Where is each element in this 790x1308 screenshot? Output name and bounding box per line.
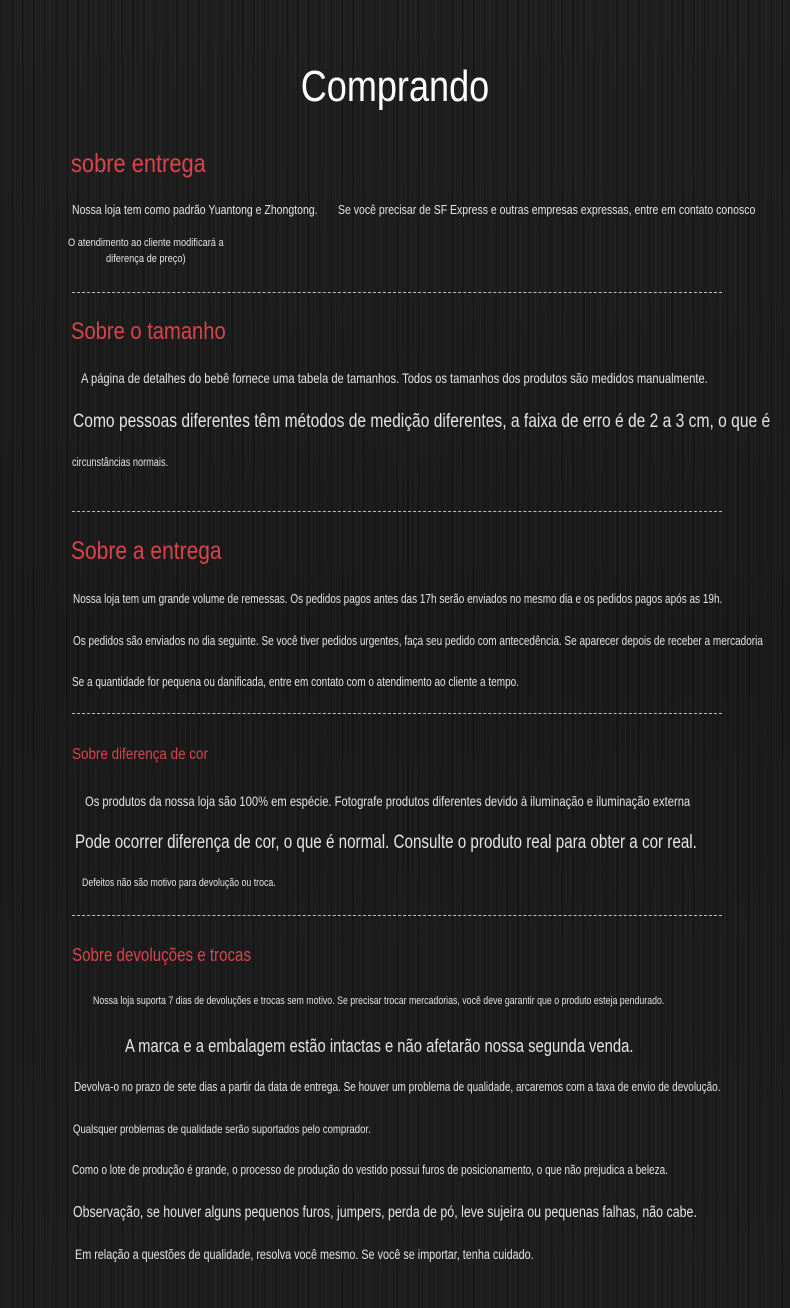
text-line: Se a quantidade for pequena ou danificada, entre em contato com o atendimento ao cliente a tempo. (72, 675, 519, 689)
text-line: Defeitos não são motivo para devolução ou troca. (82, 877, 276, 889)
section-divider (72, 511, 722, 512)
text-line: Como o lote de produção é grande, o processo de produção do vestido possui furos de posicionamento, o que não prejudica a beleza. (72, 1163, 668, 1177)
text-line: Observação, se houver alguns pequenos furos, jumpers, perda de pó, leve sujeira ou pequenas falhas, não cabe. (73, 1204, 697, 1221)
text-line: diferença de preço) (106, 253, 186, 265)
text-line: O atendimento ao cliente modificará a (68, 237, 224, 249)
text-line: A marca e a embalagem estão intactas e não afetarão nossa segunda venda. (125, 1035, 634, 1056)
text-line: Qualsquer problemas de qualidade serão suportados pelo comprador. (73, 1122, 371, 1136)
text-line: Se você precisar de SF Express e outras empresas expressas, entre em contato conosco (338, 203, 756, 217)
section-heading-color-difference: Sobre diferença de cor (72, 746, 208, 763)
section-heading-returns: Sobre devoluções e trocas (72, 945, 252, 965)
text-line: Devolva-o no prazo de sete dias a partir da data de entrega. Se houver um problema de qualidade, arcaremos com a taxa de envio de devolução. (74, 1080, 721, 1094)
section-divider (72, 713, 722, 714)
text-line: circunstâncias normais. (72, 457, 169, 469)
page-title: Comprando (300, 62, 490, 111)
text-line: Nossa loja suporta 7 dias de devoluções e trocas sem motivo. Se precisar trocar mercadorias, você deve garantir que o produto esteja pendurado. (93, 995, 665, 1007)
section-heading-shipping: Sobre a entrega (71, 537, 222, 565)
text-line: Nossa loja tem um grande volume de remessas. Os pedidos pagos antes das 17h serão enviados no mesmo dia e os pedidos pagos após as 19h. (73, 592, 723, 606)
text-line: A página de detalhes do bebê fornece uma tabela de tamanhos. Todos os tamanhos dos produtos são medidos manualmente. (81, 370, 708, 386)
section-heading-size: Sobre o tamanho (71, 318, 226, 345)
text-line: Em relação a questões de qualidade, resolva você mesmo. Se você se importar, tenha cuidado. (75, 1247, 534, 1262)
text-line: Nossa loja tem como padrão Yuantong e Zhongtong. (72, 203, 318, 217)
section-divider (72, 292, 722, 293)
text-line: Pode ocorrer diferença de cor, o que é normal. Consulte o produto real para obter a cor real. (75, 832, 697, 853)
section-divider (72, 915, 722, 916)
text-line: Como pessoas diferentes têm métodos de medição diferentes, a faixa de erro é de 2 a 3 cm, o que é (73, 410, 771, 432)
section-heading-delivery-carriers: sobre entrega (71, 148, 206, 178)
text-line: Os produtos da nossa loja são 100% em espécie. Fotografe produtos diferentes devido à iluminação e iluminação externa (85, 793, 691, 809)
text-line: Os pedidos são enviados no dia seguinte. Se você tiver pedidos urgentes, faça seu pedido com antecedência. Se aparecer depois de receber a mercadoria (73, 634, 763, 648)
